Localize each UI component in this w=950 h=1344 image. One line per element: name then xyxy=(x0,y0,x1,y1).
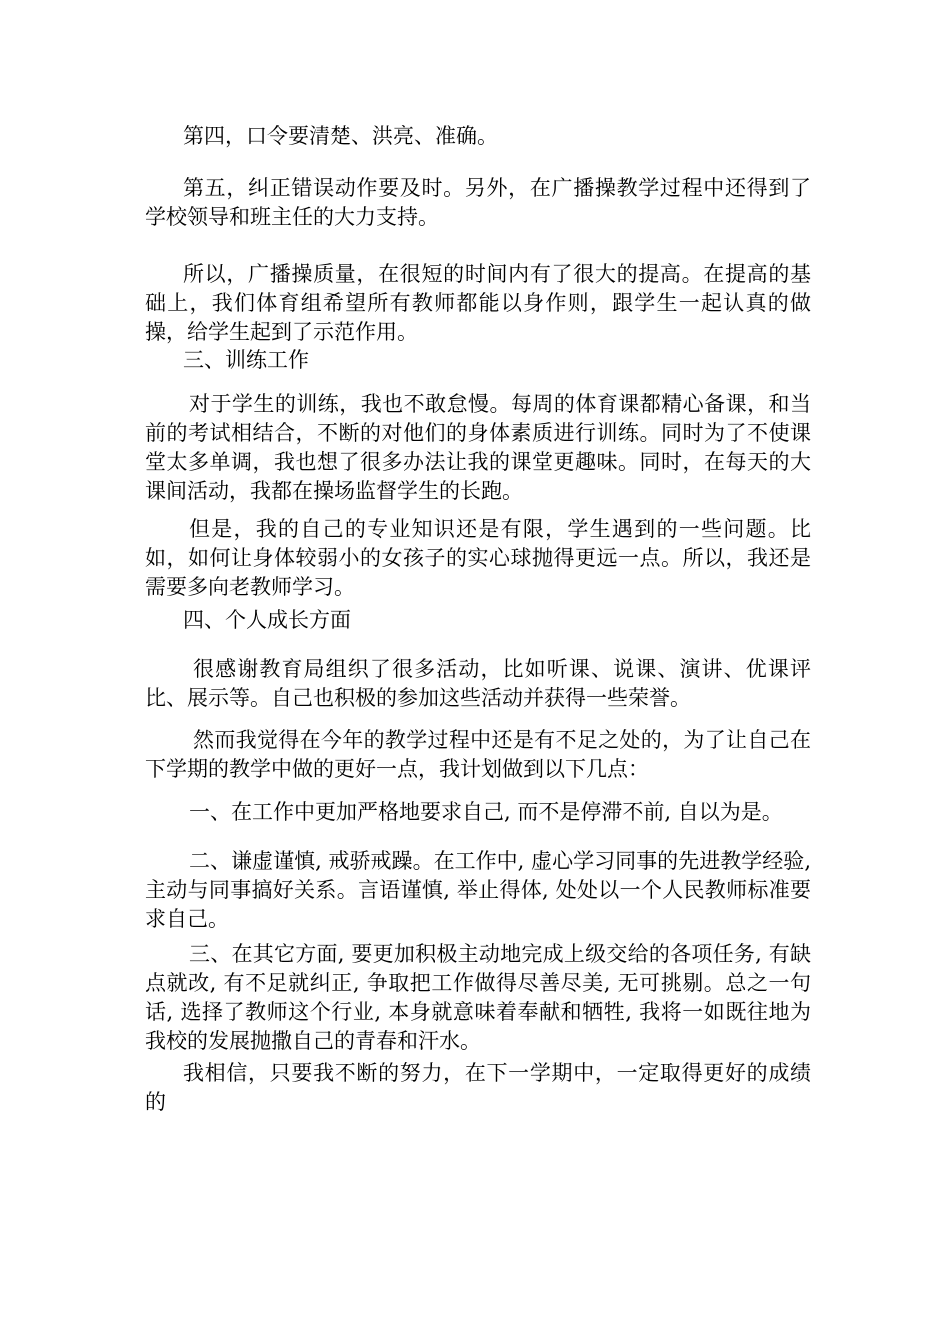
paragraph-plan-intro: 然而我觉得在今年的教学过程中还是有不足之处的，为了让自己在下学期的教学中做的更好一点，我计划做到以下几点： xyxy=(145,728,811,781)
plan-item-3: 三、在其它方面, 要更加积极主动地完成上级交给的各项任务, 有缺点就改, 有不足就纠正, 争取把工作做得尽善尽美, 无可挑剔。总之一句话, 选择了教师这个行业, 本身就意味着奉献和牺牲, 我将一如既往地为我校的发展抛撒自己的青春和汗水。 xyxy=(145,942,811,1053)
paragraph-closing: 我相信，只要我不断的努力，在下一学期中，一定取得更好的成绩的 xyxy=(145,1061,811,1114)
section-heading-training: 三、训练工作 xyxy=(183,348,309,372)
paragraph-item-4: 第四，口令要清楚、洪亮、准确。 xyxy=(183,124,498,148)
plan-item-2: 二、谦虚谨慎, 戒骄戒躁。在工作中, 虚心学习同事的先进教学经验, 主动与同事搞好关系。言语谨慎, 举止得体, 处处以一个人民教师标准要求自己。 xyxy=(145,849,811,931)
paragraph-item-5: 第五，纠正错误动作要及时。另外，在广播操教学过程中还得到了学校领导和班主任的大力支持。 xyxy=(145,176,811,229)
paragraph-however: 但是，我的自己的专业知识还是有限，学生遇到的一些问题。比如，如何让身体较弱小的女孩子的实心球抛得更远一点。所以，我还是需要多向老教师学习。 xyxy=(145,517,811,599)
plan-item-1: 一、在工作中更加严格地要求自己, 而不是停滞不前, 自以为是。 xyxy=(189,800,783,824)
paragraph-therefore: 所以，广播操质量，在很短的时间内有了很大的提高。在提高的基础上，我们体育组希望所有教师都能以身作则，跟学生一起认真的做操，给学生起到了示范作用。 xyxy=(145,262,811,344)
paragraph-training: 对于学生的训练，我也不敢怠慢。每周的体育课都精心备课，和当前的考试相结合，不断的对他们的身体素质进行训练。同时为了不使课堂太多单调，我也想了很多办法让我的课堂更趣味。同时，在每天的大课间活动，我都在操场监督学生的长跑。 xyxy=(145,392,811,503)
section-heading-growth: 四、个人成长方面 xyxy=(183,608,351,632)
paragraph-thanks: 很感谢教育局组织了很多活动，比如听课、说课、演讲、优课评比、展示等。自己也积极的参加这些活动并获得一些荣誉。 xyxy=(145,657,811,710)
